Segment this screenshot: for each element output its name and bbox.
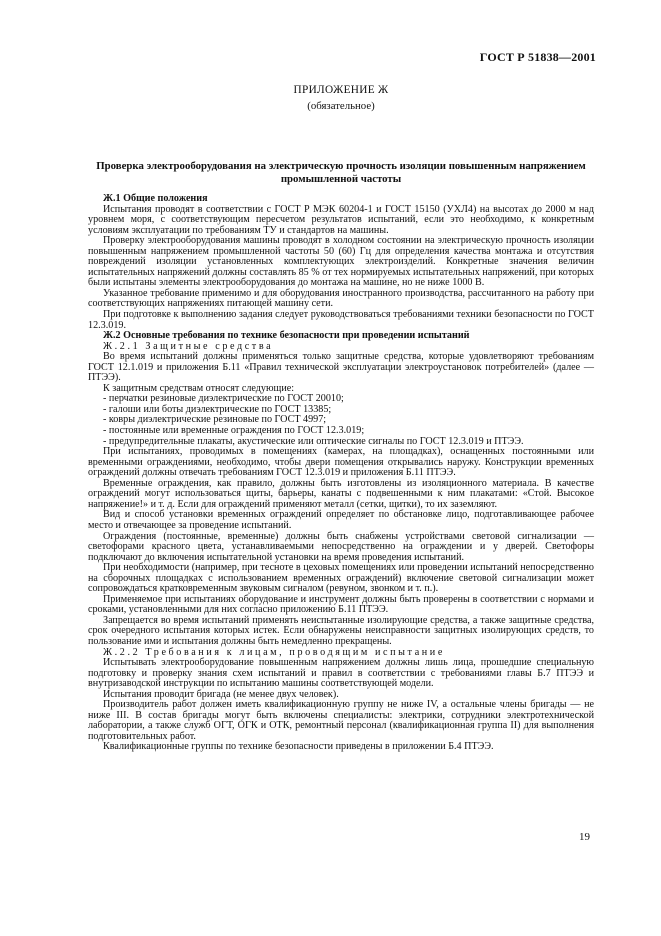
paragraph: Испытания проводят в соответствии с ГОСТ Р МЭК 60204-1 и ГОСТ 15150 (УХЛ4) на высотах до 2000 м над уровнем моря, с соответствующим пересчетом результатов испытаний, если это необходимо, к конкретным условиям эксплуатации по требованиям ТУ и стандартов на машины. — [88, 203, 594, 236]
paragraph: При подготовке к выполнению задания следует руководствоваться требованиями техники безопасности по ГОСТ 12.3.019. — [88, 309, 594, 331]
paragraph: Производитель работ должен иметь квалификационную группу не ниже IV, а остальные члены бригады — не ниже III. В состав бригады могут быть включены специалисты: электрики, сотрудники электротехнической лаборатории, а также служб ОГТ, ОГК и ОТК, ремонтный персонал (квалификационная группа II) для выполнения подготовительных работ. — [88, 699, 594, 742]
section-heading: Ж.1 Общие положения — [103, 193, 208, 204]
paragraph: - предупредительные плакаты, акустические или оптические сигналы по ГОСТ 12.3.019 и ПТЭЭ. — [103, 435, 524, 447]
document-page — [88, 0, 594, 936]
paragraph: К защитным средствам относят следующие: — [103, 382, 295, 394]
paragraph: Вид и способ установки временных ограждений определяет по обстановке лицо, подготавливающее рабочее место и отвечающее за проведение испытаний. — [88, 509, 594, 531]
annex-status: (обязательное) — [307, 100, 375, 112]
annex-title: ПРИЛОЖЕНИЕ Ж — [293, 84, 389, 96]
body-text — [88, 194, 594, 753]
paragraph: - ковры диэлектрические резиновые по ГОСТ 4997; — [103, 414, 327, 426]
paragraph: При испытаниях, проводимых в помещениях (камерах, на площадках), оснащенных постоянными или временными ограждениями, необходимо, чтобы двери помещения открывались наружу. Конструкции временных ограждений должны отвечать требованиям ГОСТ 12.3.019 и приложения Б.11 ПТЭЭ. — [88, 446, 594, 479]
paragraph: Во время испытаний должны применяться только защитные средства, которые удовлетворяют требованиям ГОСТ 12.1.019 и приложения Б.11 «Правил технической эксплуатации электроустановок потребителей» (далее — ПТЭЭ). — [88, 351, 594, 384]
paragraph: - галоши или боты диэлектрические по ГОСТ 13385; — [103, 403, 332, 415]
subsection-heading: Ж.2.1 Защитные средства — [103, 340, 274, 352]
standard-number: ГОСТ Р 51838—2001 — [479, 50, 596, 64]
subsection-heading: Ж.2.2 Требования к лицам, проводящим испытание — [103, 646, 445, 658]
paragraph: Проверку электрооборудования машины проводят в холодном состоянии на электрическую прочность изоляции повышенным напряжением промышленной частоты 50 (60) Гц для определения качества монтажа и отсутствия повреждений изоляции установленных комплектующих электроизделий. Конкретные значения величин испытательных напряжений должны составлять 85 % от тех нормируемых испытательных напряжений, при которых были испытаны элементы электрооборудования до монтажа на машине, но не ниже 1000 В. — [88, 235, 594, 289]
paragraph: При необходимости (например, при тесноте в цеховых помещениях или проведении испытаний непосредственно на сборочных площадках с использованием временных ограждений) включение световой сигнализации может сопровождаться кратковременным звуковым сигналом (ревуном, звонком и т. п.). — [88, 562, 594, 595]
paragraph: - постоянные или временные ограждения по ГОСТ 12.3.019; — [103, 425, 365, 437]
paragraph: - перчатки резиновые диэлектрические по ГОСТ 20010; — [103, 393, 344, 405]
paragraph: Испытания проводит бригада (не менее двух человек). — [103, 688, 339, 700]
paragraph: Указанное требование применимо и для оборудования иностранного производства, рассчитанного на работу при соответствующих напряжениях питающей машину сети. — [88, 287, 594, 310]
section-heading: Ж.2 Основные требования по технике безопасности при проведении испытаний — [103, 330, 470, 342]
paragraph: Запрещается во время испытаний применять неиспытанные изолирующие средства, а также защитные средства, срок очередного испытания которых истек. Если обнаружены неисправности защитных изолирующих средств, то пользование ими и испытания должны быть немедленно прекращены. — [88, 614, 594, 647]
paragraph: Квалификационные группы по технике безопасности приведены в приложении Б.4 ПТЭЭ. — [103, 741, 494, 753]
paragraph: Применяемое при испытаниях оборудование и инструмент должны быть проверены в соответствии с нормами и сроками, установленными для них согласно приложению Б.11 ПТЭЭ. — [88, 593, 594, 616]
document-title: Проверка электрооборудования на электрическую прочность изоляции повышенным напряжением промышленной частоты — [96, 160, 586, 185]
paragraph: Временные ограждения, как правило, должны быть изготовлены из изоляционного материала. В качестве ограждений могут использоваться щиты, барьеры, канаты с подвешенными к ним плакатами: «Стой. Высокое напряжение!» и т. д. Если для ограждений применяют металл (сетки, щитки), то их заземляют. — [88, 477, 594, 510]
paragraph: Ограждения (постоянные, временные) должны быть снабжены устройствами световой сигнализации — светофорами красного цвета, устанавливаемыми непосредственно на ограждении и у дверей. Светофоры подключают до включения испытательной установки на время проведения испытаний. — [88, 530, 594, 563]
page-number: 19 — [579, 831, 590, 843]
paragraph: Испытывать электрооборудование повышенным напряжением должны лишь лица, прошедшие специальную подготовку и проверку знания схем испытаний и правил в соответствии с требованиями главы Б.7 ПТЭЭ и внутризаводской инструкции по испытанию машины соответствующей модели. — [88, 657, 594, 690]
